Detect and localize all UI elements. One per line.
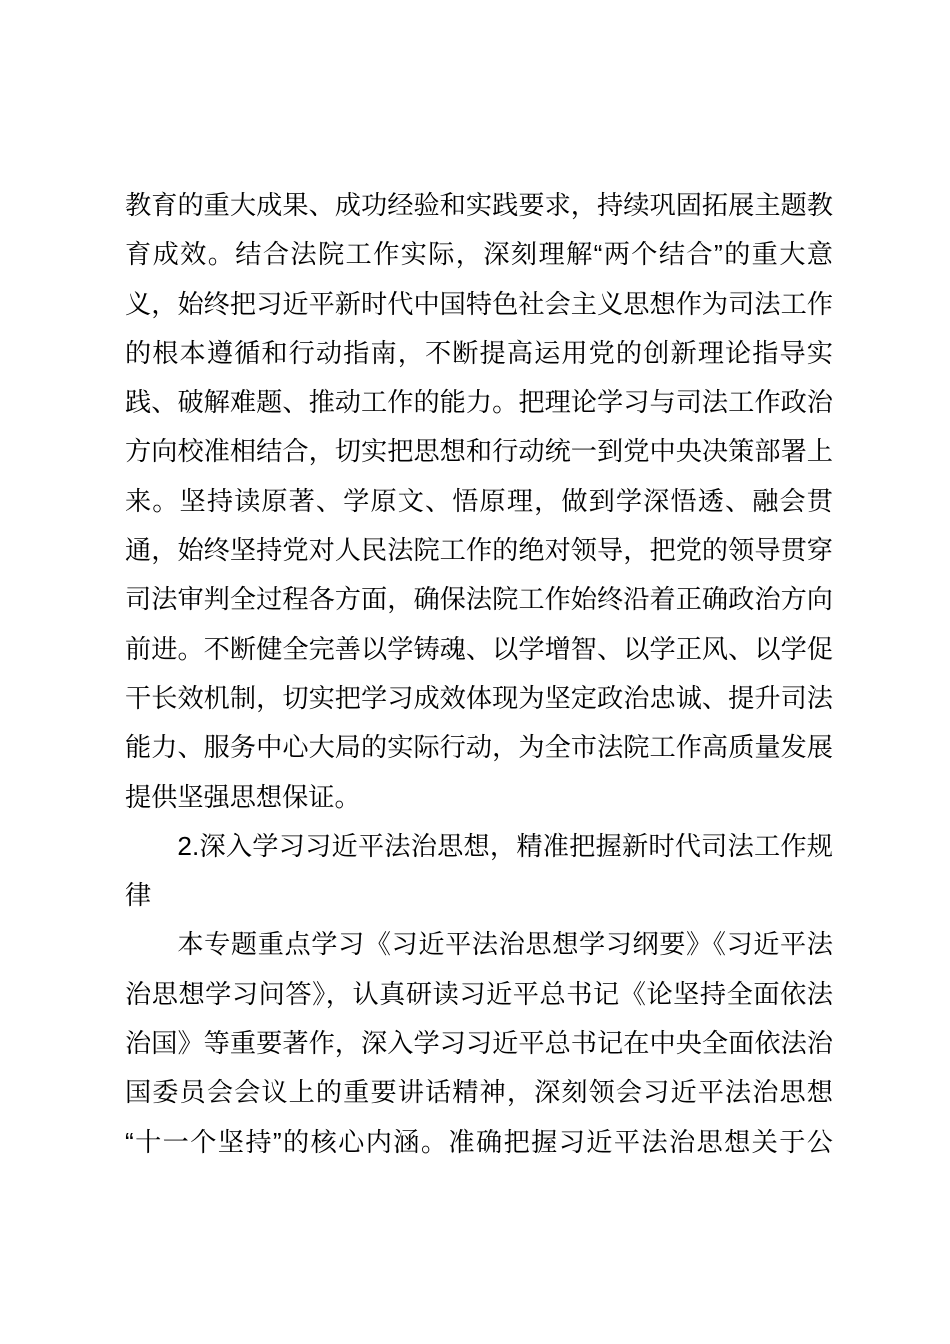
text-line: 本专题重点学习《习近平法治思想学习纲要》《习近平法 xyxy=(177,929,833,960)
text-line: 方向校准相结合，切实把思想和行动统一到党中央决策部署上 xyxy=(125,436,833,467)
text-line: 通，始终坚持党对人民法院工作的绝对领导，把党的领导贯穿 xyxy=(125,535,833,566)
text-line: 前进。不断健全完善以学铸魂、以学增智、以学正风、以学促 xyxy=(125,633,833,664)
text-line: 国委员会会议上的重要讲话精神，深刻领会习近平法治思想 xyxy=(125,1077,833,1108)
text-line: 干长效机制，切实把学习成效体现为坚定政治忠诚、提升司法 xyxy=(125,682,833,713)
text-line: 治思想学习问答》，认真研读习近平总书记《论坚持全面依法 xyxy=(125,978,833,1009)
heading-line: 2.深入学习习近平法治思想，精准把握新时代司法工作规 xyxy=(177,830,833,861)
text-line: 义，始终把习近平新时代中国特色社会主义思想作为司法工作 xyxy=(125,288,833,319)
text-line: 来。坚持读原著、学原文、悟原理，做到学深悟透、融会贯 xyxy=(125,485,833,516)
heading-line: 律 xyxy=(125,880,152,911)
text-line: 治国》等重要著作，深入学习习近平总书记在中央全面依法治 xyxy=(125,1028,833,1059)
text-line: 育成效。结合法院工作实际，深刻理解“两个结合”的重大意 xyxy=(125,239,833,270)
document-text-block xyxy=(125,181,833,1167)
text-line: 提供坚强思想保证。 xyxy=(125,781,361,812)
text-line: 践、破解难题、推动工作的能力。把理论学习与司法工作政治 xyxy=(125,387,833,418)
text-line: 司法审判全过程各方面，确保法院工作始终沿着正确政治方向 xyxy=(125,584,833,615)
text-line: 能力、服务中心大局的实际行动，为全市法院工作高质量发展 xyxy=(125,732,833,763)
text-line: “十一个坚持”的核心内涵。准确把握习近平法治思想关于公 xyxy=(125,1126,833,1157)
text-line: 的根本遵循和行动指南，不断提高运用党的创新理论指导实 xyxy=(125,337,833,368)
text-line: 教育的重大成果、成功经验和实践要求，持续巩固拓展主题教 xyxy=(125,190,833,220)
